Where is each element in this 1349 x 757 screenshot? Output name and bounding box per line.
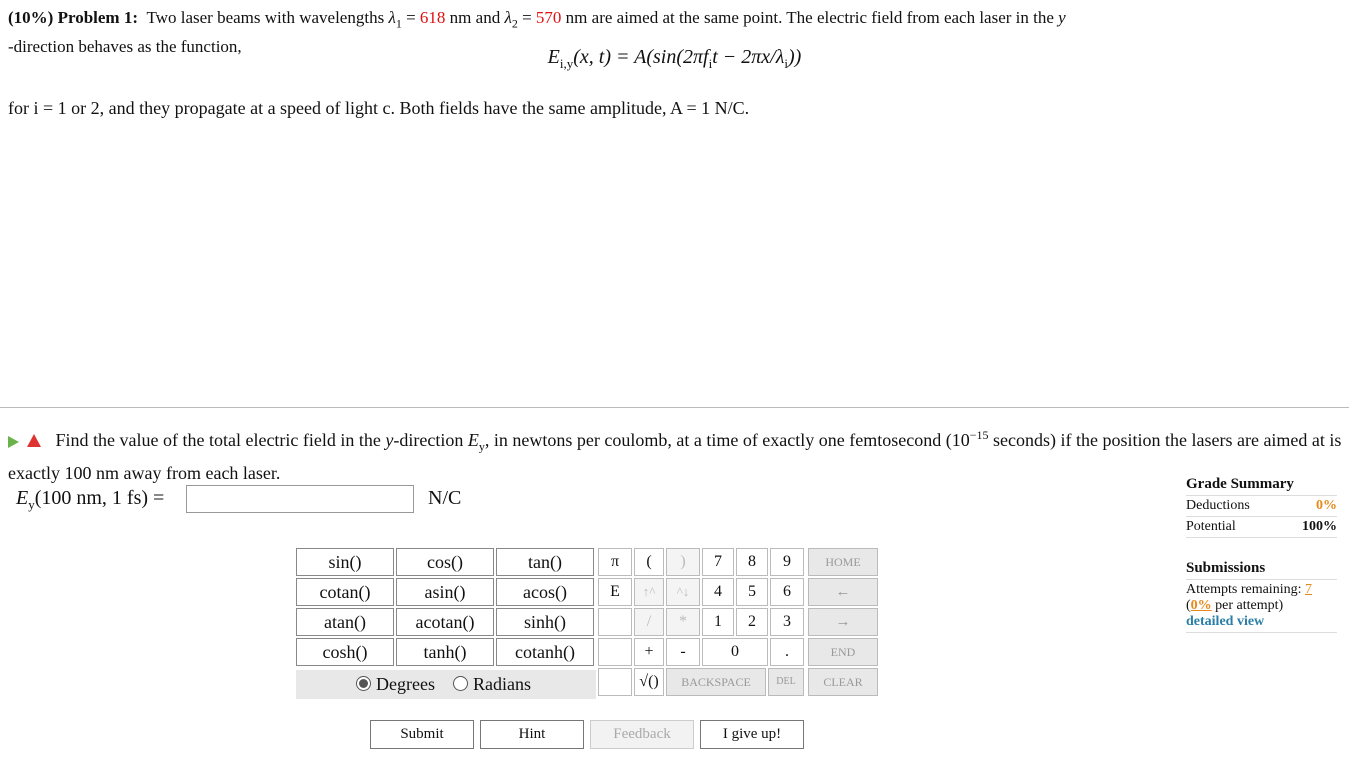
tanh-button[interactable]: tanh() xyxy=(396,638,494,666)
problem-statement: (10%) Problem 1: Two laser beams with wavelengths $\lambda_1 = 618$ nm and $\lambda_2 = 570$ nm are aimed at the same point. The electric field from each laser in the y -direction behaves as the function, xyxy=(8,8,1066,57)
potential-row: Potential 100% xyxy=(1186,519,1337,534)
grade-summary-title: Grade Summary xyxy=(1186,476,1294,492)
lparen-button[interactable]: ( xyxy=(634,548,664,576)
section-divider xyxy=(0,407,1349,408)
sinh-button[interactable]: sinh() xyxy=(496,608,594,636)
grade-summary xyxy=(1186,476,1337,635)
feedback-button[interactable]: Feedback xyxy=(590,720,694,749)
detailed-view-link[interactable]: detailed view xyxy=(1186,614,1265,629)
question-text: Find the value of the total electric field in the y-direction $E_y$, in newtons per coulomb, at a time of exactly one femtosecond ($10^{-15}$ seconds) if the position the lasers are aimed at is exactly 100 nm away from each laser. xyxy=(8,428,1342,483)
asin-button[interactable]: asin() xyxy=(396,578,494,606)
sqrt-button[interactable]: √() xyxy=(634,668,664,696)
sin-button[interactable]: sin() xyxy=(296,548,394,576)
down-arrow-icon[interactable]: ^↓ xyxy=(666,578,700,606)
field-formula: $E_{i,y}(x$, $t) = A(\sin(2\pi f_it - 2\pi x/\lambda_i))$ xyxy=(547,46,802,71)
key-1[interactable]: 1 xyxy=(702,608,734,636)
divide-button[interactable]: / xyxy=(634,608,664,636)
cos-button[interactable]: cos() xyxy=(396,548,494,576)
play-icon[interactable] xyxy=(8,436,19,448)
radians-radio[interactable] xyxy=(453,676,468,691)
right-arrow-icon[interactable]: → xyxy=(808,608,878,636)
answer-label: $E_y(100$ nm, 1 fs) = xyxy=(16,487,165,512)
attempts-value: 7 xyxy=(1304,582,1312,597)
atan-button[interactable]: atan() xyxy=(296,608,394,636)
cosh-button[interactable]: cosh() xyxy=(296,638,394,666)
key-5[interactable]: 5 xyxy=(736,578,768,606)
potential-value: 100% xyxy=(1302,519,1337,534)
rparen-button[interactable]: ) xyxy=(666,548,700,576)
deductions-row: Deductions 0% xyxy=(1186,498,1337,513)
warning-icon xyxy=(27,434,41,447)
backspace-button[interactable]: BACKSPACE xyxy=(666,668,766,696)
cotanh-button[interactable]: cotanh() xyxy=(496,638,594,666)
tan-button[interactable]: tan() xyxy=(496,548,594,576)
blank-key xyxy=(598,668,632,696)
plus-button[interactable]: + xyxy=(634,638,664,666)
cotan-button[interactable]: cotan() xyxy=(296,578,394,606)
submissions-title: Submissions xyxy=(1186,560,1266,576)
home-button[interactable]: HOME xyxy=(808,548,878,576)
problem-header: (10%) Problem 1: xyxy=(8,8,138,27)
radians-option[interactable]: Radians xyxy=(453,674,531,695)
multiply-button[interactable]: * xyxy=(666,608,700,636)
key-7[interactable]: 7 xyxy=(702,548,734,576)
lambda1-value: 618 xyxy=(419,8,446,27)
calculator xyxy=(296,548,878,699)
key-6[interactable]: 6 xyxy=(770,578,804,606)
lambda2-value: 570 xyxy=(535,8,562,27)
angle-mode xyxy=(296,670,596,699)
up-arrow-icon[interactable]: ↑^ xyxy=(634,578,664,606)
per-attempt: (0% per attempt) xyxy=(1186,598,1284,613)
clear-button[interactable]: CLEAR xyxy=(808,668,878,696)
end-button[interactable]: END xyxy=(808,638,878,666)
answer-unit: N/C xyxy=(428,487,462,509)
pi-button[interactable]: π xyxy=(598,548,632,576)
key-0[interactable]: 0 xyxy=(702,638,768,666)
minus-button[interactable]: - xyxy=(666,638,700,666)
key-9[interactable]: 9 xyxy=(770,548,804,576)
decimal-button[interactable]: . xyxy=(770,638,804,666)
del-button[interactable]: DEL xyxy=(768,668,804,696)
problem-conditions: for i = 1 or 2, and they propagate at a speed of light c. Both fields have the same amplitude, A = 1 N/C. xyxy=(8,98,750,118)
answer-input[interactable] xyxy=(186,485,414,513)
E-button[interactable]: E xyxy=(598,578,632,606)
acos-button[interactable]: acos() xyxy=(496,578,594,606)
blank-key xyxy=(598,608,632,636)
deductions-value: 0% xyxy=(1316,498,1337,513)
key-8[interactable]: 8 xyxy=(736,548,768,576)
degrees-radio[interactable] xyxy=(356,676,371,691)
degrees-option[interactable]: Degrees xyxy=(356,674,435,695)
submit-button[interactable]: Submit xyxy=(370,720,474,749)
give-up-button[interactable]: I give up! xyxy=(700,720,804,749)
key-3[interactable]: 3 xyxy=(770,608,804,636)
blank-key xyxy=(598,638,632,666)
attempts-remaining: Attempts remaining: 7 xyxy=(1186,582,1312,597)
left-arrow-icon[interactable]: ← xyxy=(808,578,878,606)
acotan-button[interactable]: acotan() xyxy=(396,608,494,636)
key-2[interactable]: 2 xyxy=(736,608,768,636)
key-4[interactable]: 4 xyxy=(702,578,734,606)
hint-button[interactable]: Hint xyxy=(480,720,584,749)
